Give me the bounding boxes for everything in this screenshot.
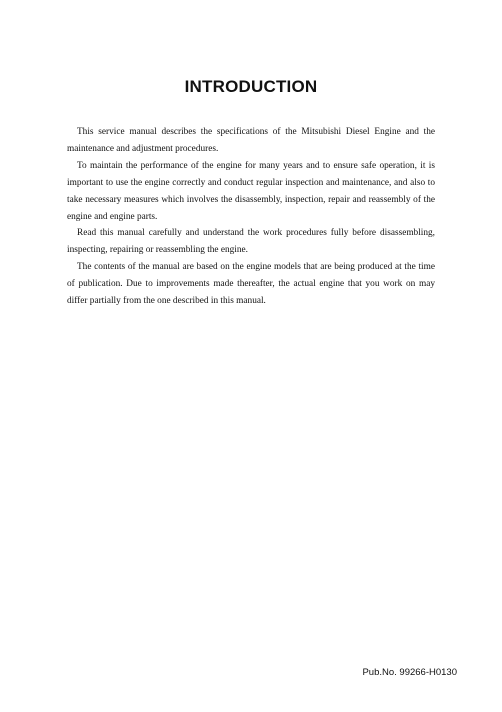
paragraph-read-carefully: Read this manual carefully and understand the work procedures fully before disassembling, inspecting, repairing or reassembling the engine. [67, 228, 435, 256]
paragraph-maintenance: To maintain the performance of the engine for many years and to ensure safe operation, it is important to use the engine correctly and conduct regular inspection and maintenance, and also to take necessary measures which involves the disassembly, inspection, repair and reassembly of the engine and engine parts. [67, 160, 435, 222]
introduction-body [67, 124, 435, 310]
paragraph-contents-notice: The contents of the manual are based on the engine models that are being produced at the time of publication. Due to improvements made thereafter, the actual engine that you work on may differ partially from the one described in this manual. [67, 262, 435, 307]
paragraph-purpose: This service manual describes the specifications of the Mitsubishi Diesel Engine and the maintenance and adjustment procedures. [67, 127, 435, 154]
page-title: INTRODUCTION [184, 77, 318, 96]
publication-number: Pub.No. 99266-H0130 [362, 667, 457, 678]
